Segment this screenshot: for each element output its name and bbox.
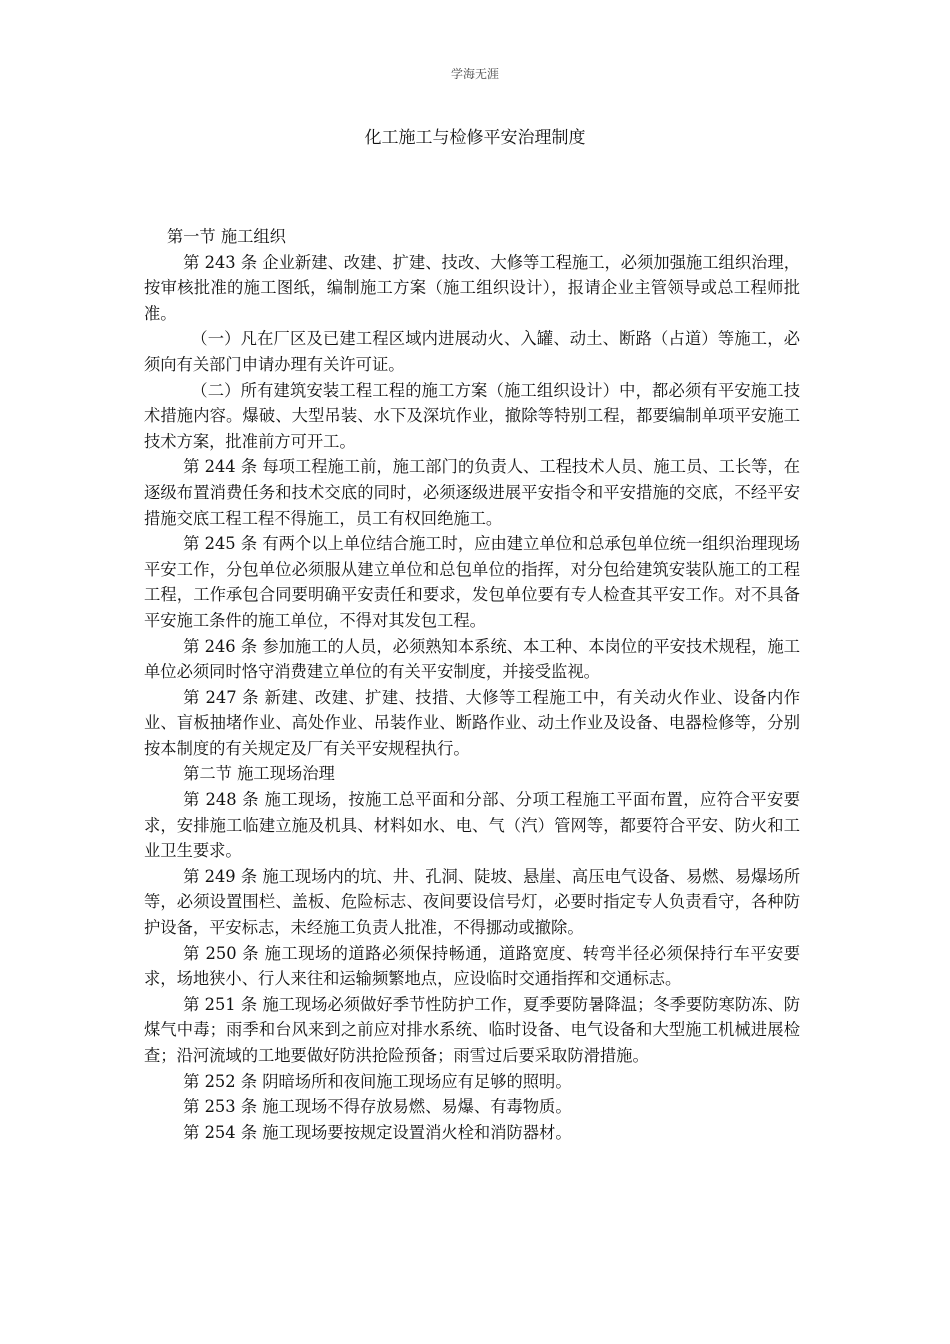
sub-clause-paragraph: （二）所有建筑安装工程工程的施工方案（施工组织设计）中，都必须有平安施工技术措施内容。爆破、大型吊装、水下及深坑作业，撤除等特别工程，都要编制单项平安施工技术方案，批准前方可开工。	[144, 380, 800, 451]
document-title: 化工施工与检修平安治理制度	[364, 128, 586, 148]
article-paragraph: 第 252 条 阴暗场所和夜间施工现场应有足够的照明。	[183, 1071, 572, 1091]
article-paragraph: 第 250 条 施工现场的道路必须保持畅通，道路宽度、转弯半径必须保持行车平安要求，场地狭小、行人来往和运输频繁地点，应设临时交通指挥和交通标志。	[144, 943, 800, 989]
sub-clause-paragraph: （一）凡在厂区及已建工程区域内进展动火、入罐、动土、断路（占道）等施工，必须向有关部门申请办理有关许可证。	[144, 329, 800, 374]
article-paragraph: 第 244 条 每项工程施工前，施工部门的负责人、工程技术人员、施工员、工长等，在逐级布置消费任务和技术交底的同时，必须逐级进展平安指令和平安措施的交底，不经平安措施交底工程工程不得施工，员工有权回绝施工。	[144, 457, 800, 528]
section-heading: 第一节 施工组织	[166, 227, 286, 246]
document-body	[144, 224, 800, 1145]
article-paragraph: 第 245 条 有两个以上单位结合施工时，应由建立单位和总承包单位统一组织治理现场平安工作，分包单位必须服从建立单位和总包单位的指挥，对分包给建筑安装队施工的工程工程，工作承包合同要明确平安责任和要求，发包单位要有专人检查其平安工作。对不具备平安施工条件的施工单位，不得对其发包工程。	[144, 534, 800, 630]
page-header: 学海无涯	[450, 67, 499, 81]
article-paragraph: 第 253 条 施工现场不得存放易燃、易爆、有毒物质。	[183, 1097, 572, 1117]
section-heading: 第二节 施工现场治理	[183, 764, 335, 784]
article-paragraph: 第 243 条 企业新建、改建、扩建、技改、大修等工程施工，必须加强施工组织治理，按审核批准的施工图纸，编制施工方案（施工组织设计），报请企业主管领导或总工程师批准。	[144, 252, 800, 323]
article-paragraph: 第 251 条 施工现场必须做好季节性防护工作，夏季要防暑降温；冬季要防寒防冻、防煤气中毒；雨季和台风来到之前应对排水系统、临时设备、电气设备和大型施工机械进展检查；沿河流域的工地要做好防洪抢险预备；雨雪过后要采取防滑措施。	[144, 994, 800, 1065]
article-paragraph: 第 249 条 施工现场内的坑、井、孔洞、陡坡、悬崖、高压电气设备、易燃、易爆场所等，必须设置围栏、盖板、危险标志、夜间要设信号灯，必要时指定专人负责看守，各种防护设备，平安标志，未经施工负责人批准，不得挪动或撤除。	[144, 866, 800, 938]
article-paragraph: 第 248 条 施工现场，按施工总平面和分部、分项工程施工平面布置，应符合平安要求，安排施工临建立施及机具、材料如水、电、气（汽）管网等，都要符合平安、防火和工业卫生要求。	[144, 790, 800, 861]
article-paragraph: 第 246 条 参加施工的人员，必须熟知本系统、本工种、本岗位的平安技术规程，施工单位必须同时恪守消费建立单位的有关平安制度，并接受监视。	[144, 636, 800, 682]
article-paragraph: 第 254 条 施工现场要按规定设置消火栓和消防器材。	[183, 1122, 572, 1142]
article-paragraph: 第 247 条 新建、改建、扩建、技措、大修等工程施工中，有关动火作业、设备内作业、盲板抽堵作业、高处作业、吊装作业、断路作业、动土作业及设备、电器检修等，分别按本制度的有关规定及厂有关平安规程执行。	[144, 687, 800, 758]
